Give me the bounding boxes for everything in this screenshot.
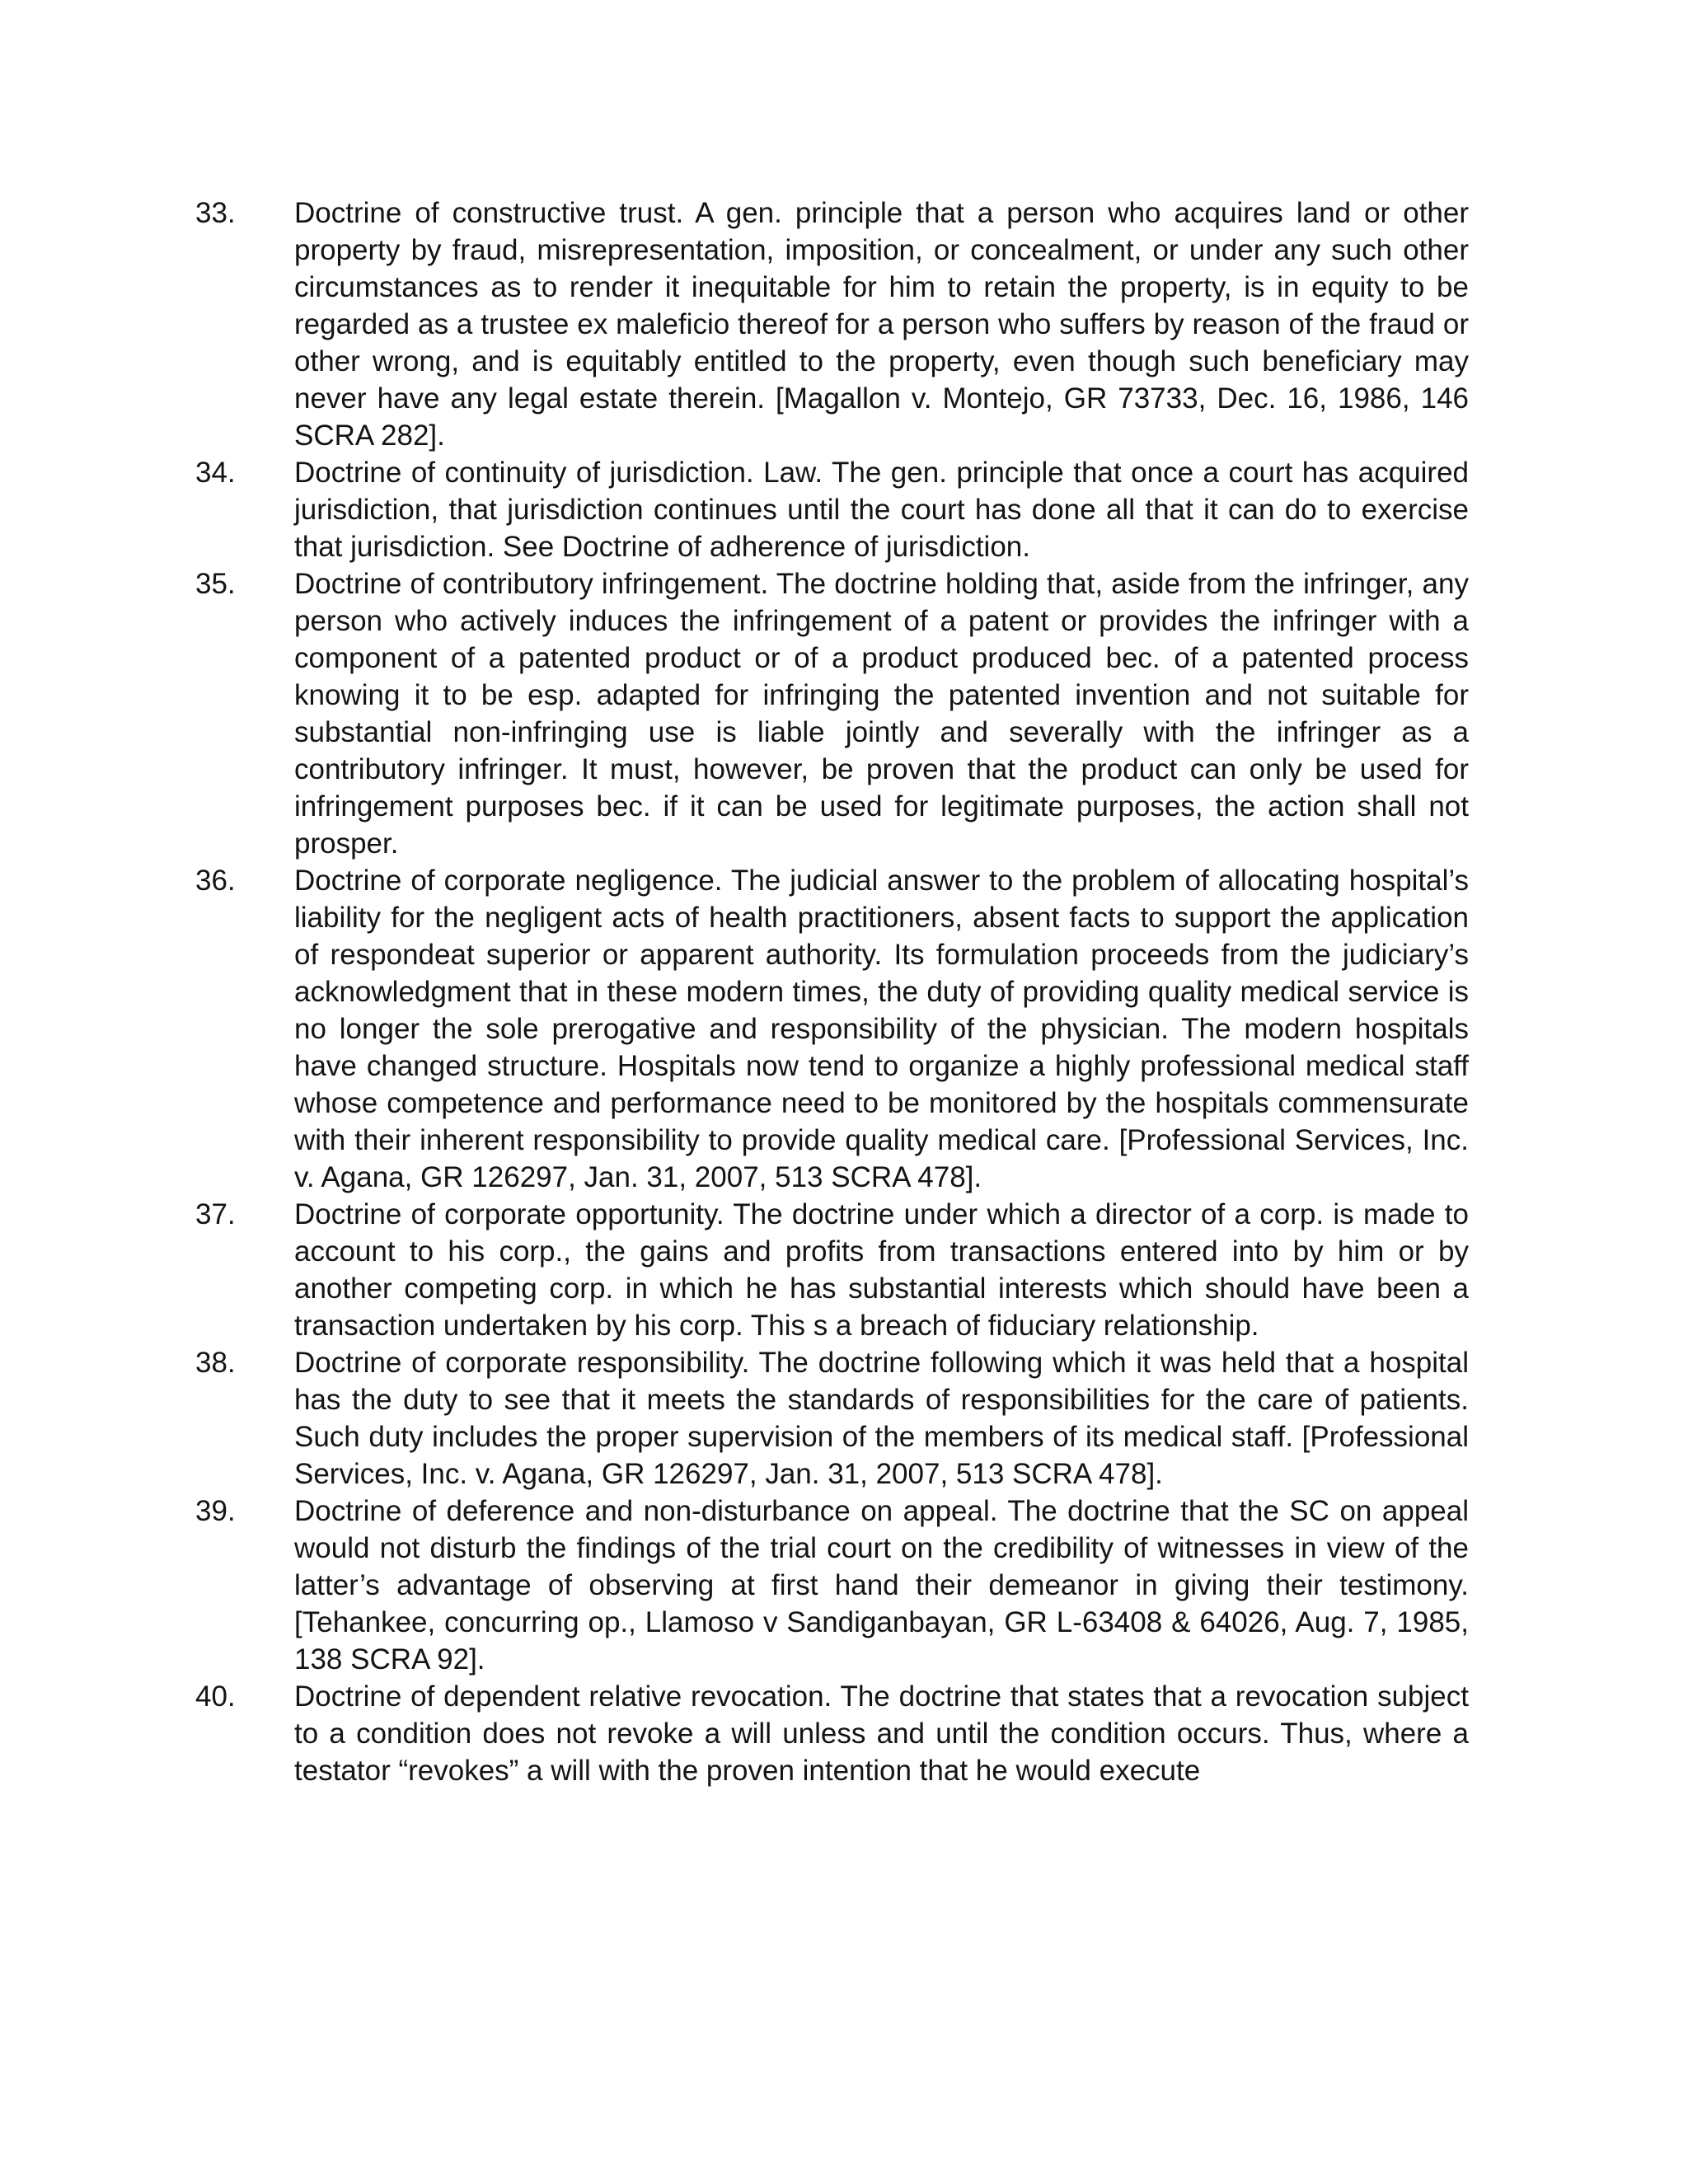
doctrine-list: [195, 194, 1469, 1789]
item-text: Doctrine of corporate opportunity. The doctrine under which a director of a corp. is made to account to his corp., the gains and profits from transactions entered into by him or by another competing corp. in which he has substantial interests which should have been a transaction undertaken by his corp. This s a breach of fiduciary relationship.: [294, 1198, 1469, 1342]
item-text: Doctrine of dependent relative revocation. The doctrine that states that a revocation subject to a condition does not revoke a will unless and until the condition occurs. Thus, where a testator “revokes” a will with the proven intention that he would execute: [294, 1680, 1469, 1787]
item-number: 40.: [195, 1680, 236, 1713]
item-number: 36.: [195, 865, 236, 897]
item-number: 35.: [195, 568, 236, 600]
list-item: [195, 1493, 1469, 1678]
list-item: [195, 862, 1469, 1196]
list-item: [195, 194, 1469, 454]
list-item: [195, 1678, 1469, 1789]
list-item: [195, 1196, 1469, 1344]
item-text: Doctrine of deference and non-disturbance on appeal. The doctrine that the SC on appeal would not disturb the findings of the trial court on the credibility of witnesses in view of the latter’s advantage of observing at first hand their demeanor in giving their testimony. [Tehankee, concurring op., Llamoso v Sandiganbayan, GR L-63408 & 64026, Aug. 7, 1985, 138 SCRA 92].: [294, 1495, 1469, 1675]
item-number: 39.: [195, 1495, 236, 1527]
list-item: [195, 1344, 1469, 1493]
item-number: 38.: [195, 1347, 236, 1379]
list-item: [195, 454, 1469, 565]
item-text: Doctrine of constructive trust. A gen. principle that a person who acquires land or other property by fraud, misrepresentation, imposition, or concealment, or under any such other circumstances as to render it inequitable for him to retain the property, is in equity to be regarded as a trustee ex maleficio thereof for a person who suffers by reason of the fraud or other wrong, and is equitably entitled to the property, even though such beneficiary may never have any legal estate therein. [Magallon v. Montejo, GR 73733, Dec. 16, 1986, 146 SCRA 282].: [294, 197, 1469, 452]
list-item: [195, 565, 1469, 862]
item-text: Doctrine of corporate negligence. The judicial answer to the problem of allocating hospital’s liability for the negligent acts of health practitioners, absent facts to support the application of respondeat superior or apparent authority. Its formulation proceeds from the judiciary’s acknowledgment that in these modern times, the duty of providing quality medical service is no longer the sole prerogative and responsibility of the physician. The modern hospitals have changed structure. Hospitals now tend to organize a highly professional medical staff whose competence and performance need to be monitored by the hospitals commensurate with their inherent responsibility to provide quality medical care. [Professional Services, Inc. v. Agana, GR 126297, Jan. 31, 2007, 513 SCRA 478].: [294, 865, 1469, 1193]
item-number: 37.: [195, 1198, 236, 1230]
item-text: Doctrine of corporate responsibility. The doctrine following which it was held that a hospital has the duty to see that it meets the standards of responsibilities for the care of patients. Such duty includes the proper supervision of the members of its medical staff. [Professional Services, Inc. v. Agana, GR 126297, Jan. 31, 2007, 513 SCRA 478].: [294, 1347, 1469, 1490]
item-number: 34.: [195, 457, 236, 489]
item-number: 33.: [195, 197, 236, 229]
item-text: Doctrine of contributory infringement. The doctrine holding that, aside from the infringer, any person who actively induces the infringement of a patent or provides the infringer with a component of a patented product or of a product produced bec. of a patented process knowing it to be esp. adapted for infringing the patented invention and not suitable for substantial non-infringing use is liable jointly and severally with the infringer as a contributory infringer. It must, however, be proven that the product can only be used for infringement purposes bec. if it can be used for legitimate purposes, the action shall not prosper.: [294, 568, 1469, 860]
item-text: Doctrine of continuity of jurisdiction. Law. The gen. principle that once a court has acquired jurisdiction, that jurisdiction continues until the court has done all that it can do to exercise that jurisdiction. See Doctrine of adherence of jurisdiction.: [294, 457, 1469, 563]
